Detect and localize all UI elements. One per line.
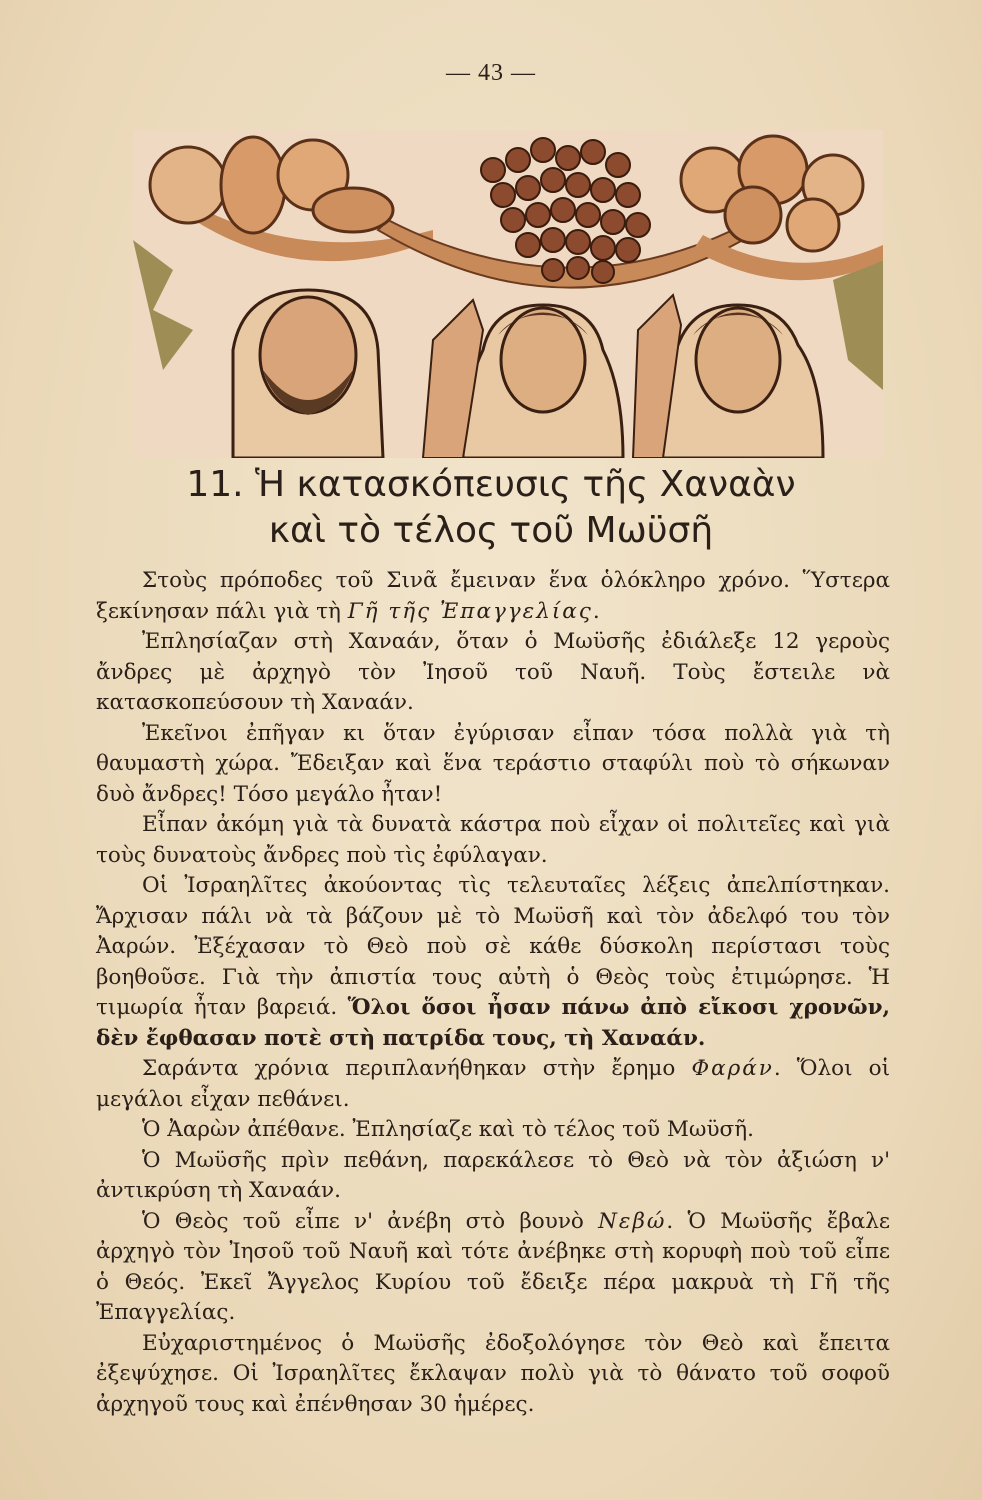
- paragraph-9: [96, 1207, 890, 1329]
- paragraph-6-emphasis: Φαράν: [691, 1056, 774, 1081]
- illustration-fruit-bearers: [133, 130, 883, 458]
- paragraph-5-bold: Ὅλοι ὅσοι ἦσαν πάνω ἀπὸ εἴκοσι χρονῶν, δὲν ἔφθασαν ποτὲ στὴ πατρίδα τους, τὴ Χαναάν.: [96, 995, 890, 1051]
- chapter-title: [0, 462, 982, 554]
- paragraph-5-text: Οἱ Ἰσραηλῖτες ἀκούοντας τὶς τελευταῖες λέξεις ἀπελπίστηκαν. Ἄρχισαν πάλι νὰ τὰ βάζουν μὲ τὸ Μωϋσῆ καὶ τὸν ἀδελφό του τὸν Ἀαρών. Ἐξέχασαν τὸ Θεὸ ποὺ σὲ κάθε δύσκολη περίστασι τοὺς βοηθοῦσε. Γιὰ τὴν ἀπιστία τους αὐτὴ ὁ Θεὸς τοὺς ἐτιμώρησε. Ἡ τιμωρία ἦταν βαρειά.: [96, 873, 890, 1020]
- paragraph-1: [96, 566, 890, 627]
- paragraph-7: Ὁ Ἀαρὼν ἀπέθανε. Ἐπλησίαζε καὶ τὸ τέλος τοῦ Μωϋσῆ.: [142, 1117, 754, 1142]
- paragraph-9-end: . Ὁ Μωϋσῆς ἔβαλε ἀρχηγὸ τὸν Ἰησοῦ τοῦ Ναυῆ καὶ τότε ἀνέβηκε στὴ κορυφὴ ποὺ τοῦ εἶπε ὁ Θεός. Ἐκεῖ Ἄγγελος Κυρίου τοῦ ἔδειξε πέρα μακρυὰ τὴ Γῆ τῆς Ἐπαγγελίας.: [96, 1208, 891, 1325]
- paragraph-6: [96, 1054, 890, 1115]
- paragraph-1-emphasis: Γῆ τῆς Ἐπαγγελίας: [347, 598, 593, 624]
- paragraph-1-end: .: [592, 598, 600, 624]
- paragraph-9-emphasis: Νεβώ: [598, 1208, 667, 1234]
- illustration-image: [133, 130, 883, 458]
- paragraph-6-text: Σαράντα χρόνια περιπλανήθηκαν στὴν ἔρημο: [142, 1056, 692, 1081]
- paragraph-3: Ἐκεῖνοι ἐπῆγαν κι ὅταν ἐγύρισαν εἶπαν τόσα πολλὰ γιὰ τὴ θαυμαστὴ χώρα. Ἔδειξαν καὶ ἕνα τεράστιο σταφύλι ποὺ τὸ σήκωναν δυὸ ἄνδρες! Τόσο μεγάλο ἦταν!: [96, 720, 890, 807]
- page-number: — 43 —: [446, 60, 536, 86]
- paragraph-9-text: Ὁ Θεὸς τοῦ εἶπε ν' ἀνέβη στὸ βουνὸ: [142, 1208, 599, 1234]
- chapter-title-line-1: 11. Ἡ κατασκόπευσις τῆς Χαναὰν: [186, 464, 796, 505]
- paragraph-6-end: . Ὅλοι οἱ μεγάλοι εἶχαν πεθάνει.: [96, 1056, 890, 1112]
- body-text: [96, 566, 890, 1420]
- paragraph-2: Ἐπλησίαζαν στὴ Χαναάν, ὅταν ὁ Μωϋσῆς ἐδιάλεξε 12 γεροὺς ἄνδρες μὲ ἀρχηγὸ τὸν Ἰησοῦ τοῦ Ναυῆ. Τοὺς ἔστειλε νὰ κατασκοπεύσουν τὴ Χαναάν.: [96, 629, 890, 715]
- paragraph-1-text: Στοὺς πρόποδες τοῦ Σινᾶ ἔμειναν ἕνα ὁλόκληρο χρόνο. Ὕστερα ξεκίνησαν πάλι γιὰ τὴ: [96, 568, 890, 624]
- paragraph-10: Εὐχαριστημένος ὁ Μωϋσῆς ἐδοξολόγησε τὸν Θεὸ καὶ ἔπειτα ἐξεψύχησε. Οἱ Ἰσραηλῖτες ἔκλαψαν πολὺ γιὰ τὸ θάνατο τοῦ σοφοῦ ἀρχηγοῦ τους καὶ ἐπένθησαν 30 ἡμέρες.: [96, 1330, 890, 1417]
- paragraph-4: Εἶπαν ἀκόμη γιὰ τὰ δυνατὰ κάστρα ποὺ εἶχαν οἱ πολιτεῖες καὶ γιὰ τοὺς δυνατοὺς ἄνδρες ποὺ τὶς ἐφύλαγαν.: [96, 812, 890, 868]
- paragraph-8: Ὁ Μωϋσῆς πρὶν πεθάνη, παρεκάλεσε τὸ Θεὸ νὰ τὸν ἀξιώση ν' ἀντικρύση τὴ Χαναάν.: [96, 1147, 890, 1203]
- chapter-title-line-2: καὶ τὸ τέλος τοῦ Μωϋσῆ: [268, 510, 714, 551]
- paragraph-5: [96, 871, 890, 1054]
